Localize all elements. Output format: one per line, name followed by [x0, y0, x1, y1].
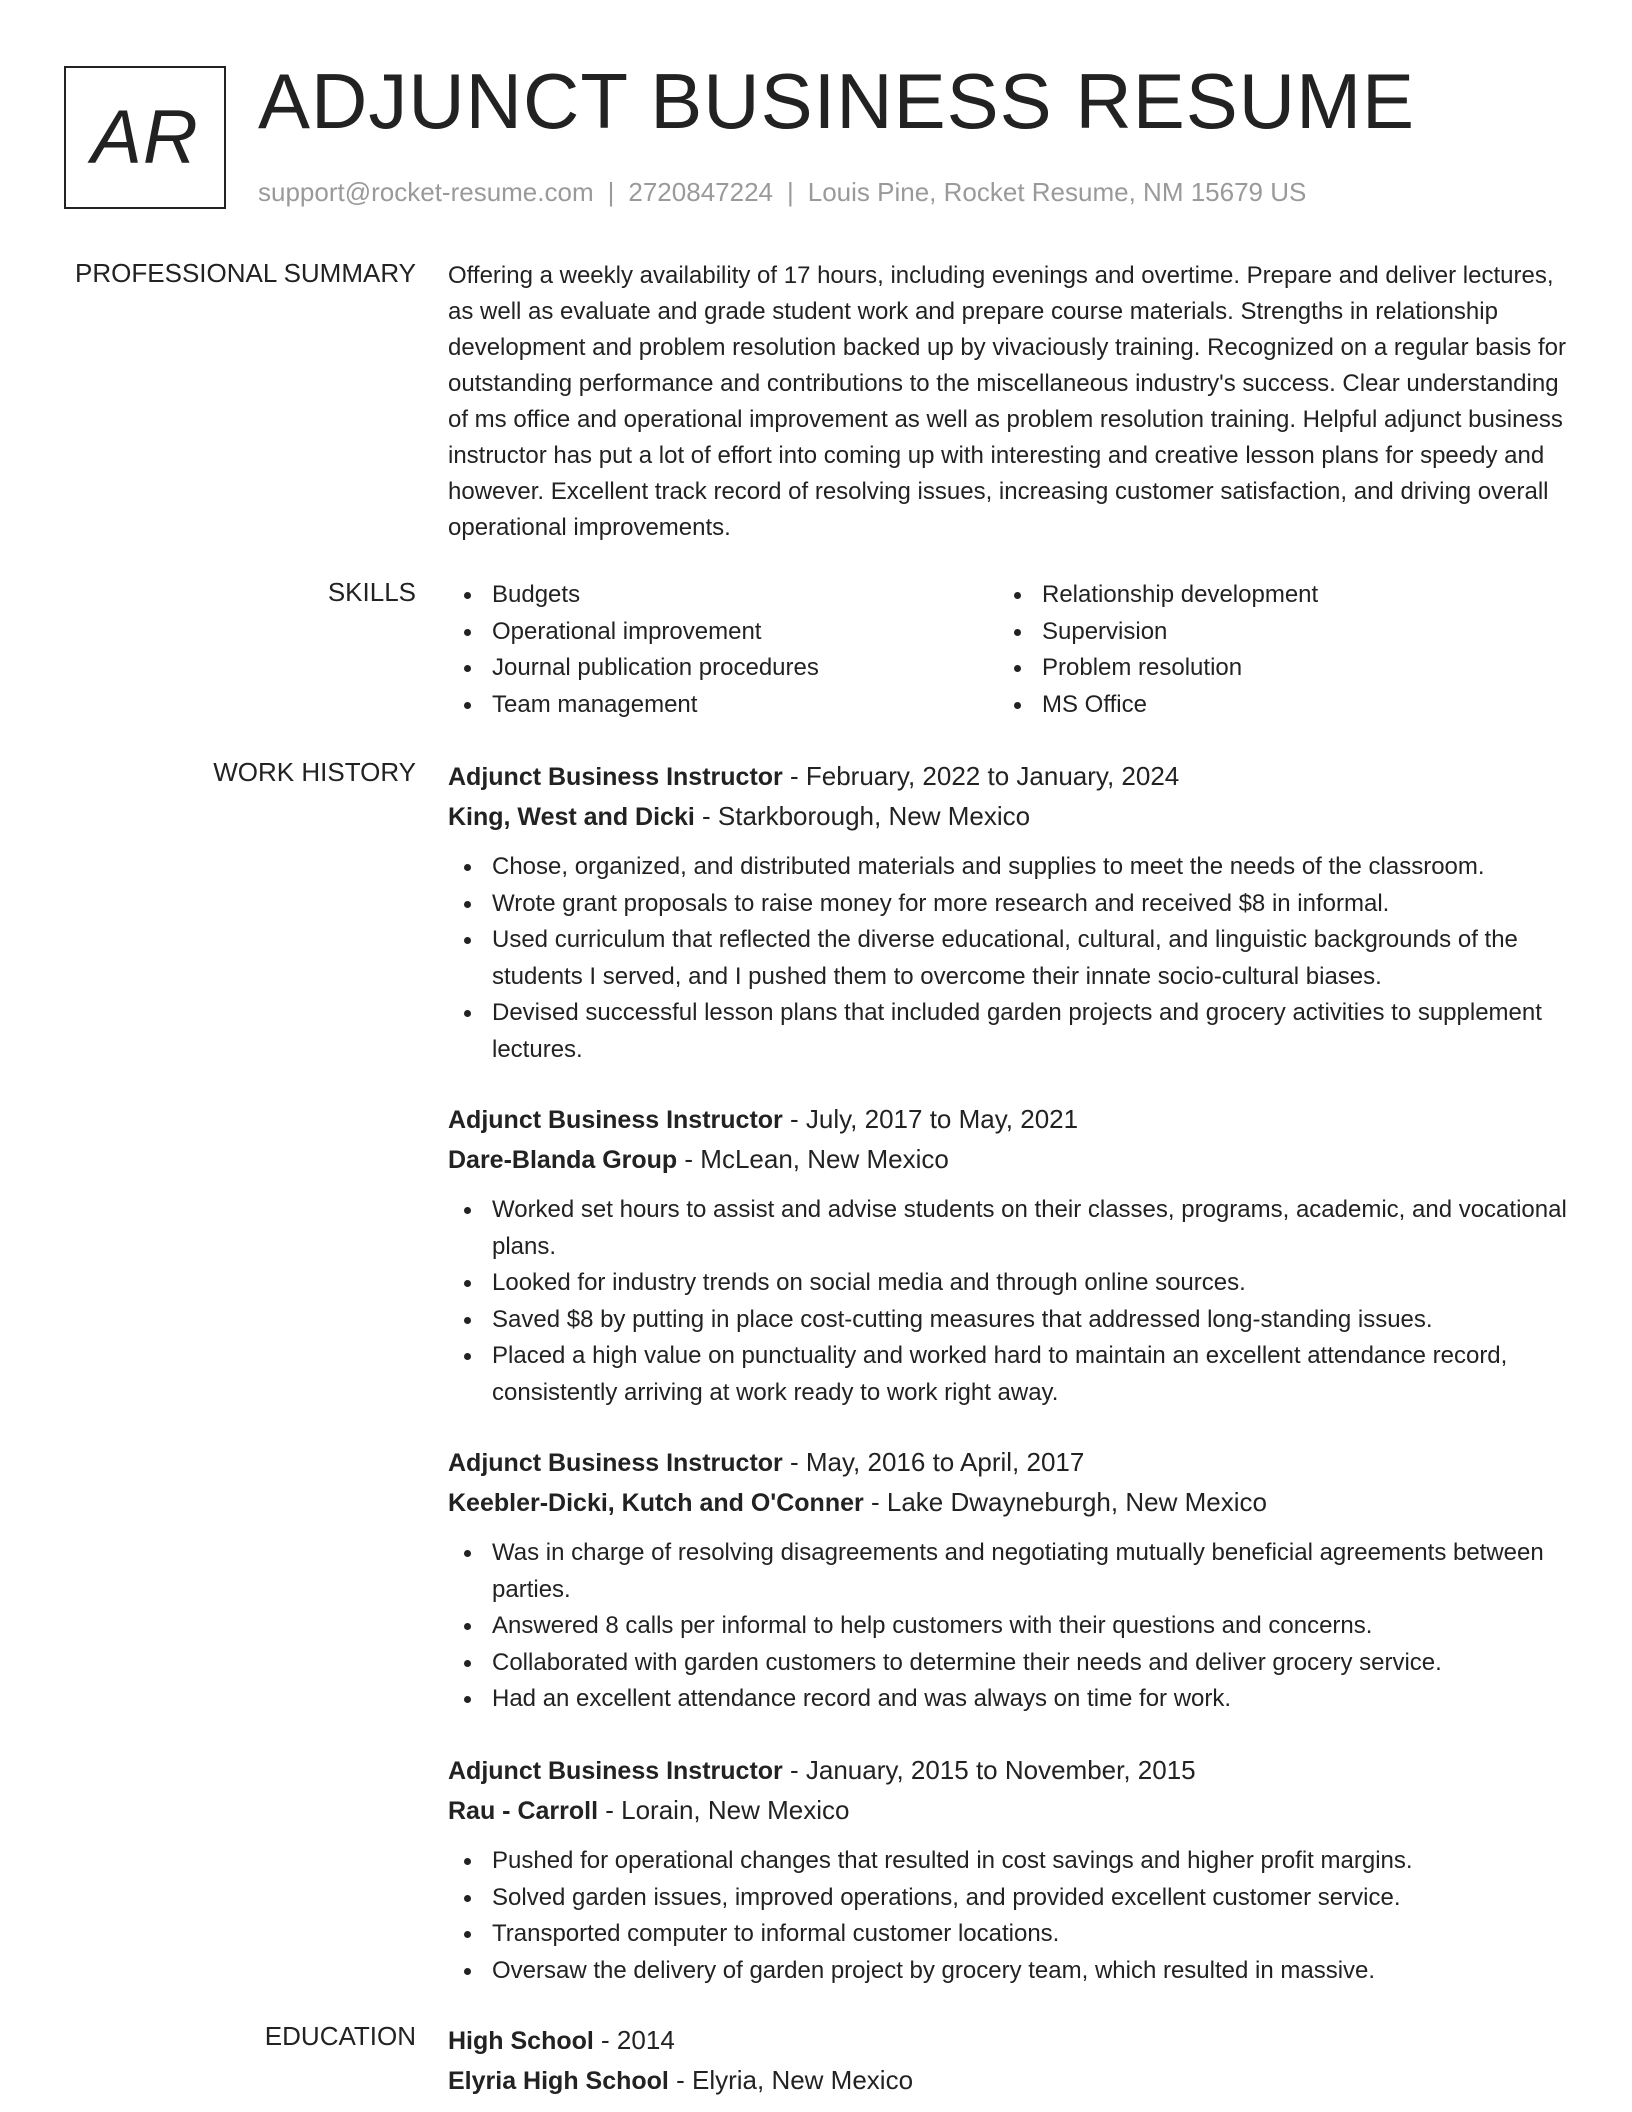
job-entry: [448, 1443, 1573, 1718]
job-entry: [448, 1751, 1573, 1989]
job-employer-line: [448, 1482, 1573, 1523]
job-employer: King, West and Dicki: [448, 803, 695, 831]
job-employer-line: [448, 796, 1573, 837]
job-bullet: Saved $8 by putting in place cost-cutting measures that addressed long-standing issues.: [448, 1302, 1573, 1339]
job-bullet: Transported computer to informal customer locations.: [448, 1916, 1573, 1953]
job-bullet: Worked set hours to assist and advise students on their classes, programs, academic, and vocational plans.: [448, 1192, 1573, 1265]
job-dates: - July, 2017 to May, 2021: [782, 1104, 1079, 1134]
contact-separator: |: [787, 177, 794, 207]
job-employer-line: [448, 1790, 1573, 1831]
job-location: - Starkborough, New Mexico: [694, 801, 1031, 831]
job-bullets: [448, 1192, 1573, 1411]
job-bullet: Devised successful lesson plans that included garden projects and grocery activities to supplement lectures.: [448, 995, 1573, 1068]
education-location: - Elyria, New Mexico: [668, 2065, 914, 2095]
education-degree-line: [448, 2021, 1573, 2060]
work-history-heading: WORK HISTORY: [213, 757, 416, 787]
job-employer: Keebler-Dicki, Kutch and O'Conner: [448, 1489, 864, 1517]
job-bullet: Used curriculum that reflected the diverse educational, cultural, and linguistic backgrounds of the students I served, and I pushed them to overcome their innate socio-cultural biases.: [448, 922, 1573, 995]
job-title: Adjunct Business Instructor: [448, 1757, 783, 1785]
job-bullet: Placed a high value on punctuality and worked hard to maintain an excellent attendance record, consistently arriving at work ready to work right away.: [448, 1338, 1573, 1411]
job-bullet: Had an excellent attendance record and was always on time for work.: [448, 1681, 1573, 1718]
job-title-line: [448, 1751, 1573, 1790]
job-title: Adjunct Business Instructor: [448, 763, 783, 791]
job-entry: [448, 1100, 1573, 1411]
job-location: - McLean, New Mexico: [677, 1144, 949, 1174]
education-school: Elyria High School: [448, 2067, 669, 2095]
education-year: - 2014: [593, 2025, 675, 2055]
job-location: - Lake Dwayneburgh, New Mexico: [863, 1487, 1267, 1517]
job-dates: - February, 2022 to January, 2024: [782, 761, 1180, 791]
resume-title: ADJUNCT BUSINESS RESUME: [258, 57, 1416, 145]
job-employer: Rau - Carroll: [448, 1797, 599, 1825]
job-bullets: [448, 1843, 1573, 1989]
job-bullet: Collaborated with garden customers to determine their needs and deliver grocery service.: [448, 1645, 1573, 1682]
job-bullets: [448, 849, 1573, 1068]
skills-column-left: [448, 577, 998, 723]
summary-heading: PROFESSIONAL SUMMARY: [75, 258, 416, 288]
job-employer-line: [448, 1139, 1573, 1180]
education-school-line: [448, 2060, 1573, 2101]
job-bullet: Oversaw the delivery of garden project by grocery team, which resulted in massive.: [448, 1953, 1573, 1990]
job-bullet: Answered 8 calls per informal to help customers with their questions and concerns.: [448, 1608, 1573, 1645]
job-title-line: [448, 1443, 1573, 1482]
skill-item: Relationship development: [998, 577, 1548, 614]
skills-list: [448, 577, 1573, 723]
job-title-line: [448, 1100, 1573, 1139]
job-bullet: Solved garden issues, improved operations, and provided excellent customer service.: [448, 1880, 1573, 1917]
job-bullet: Pushed for operational changes that resulted in cost savings and higher profit margins.: [448, 1843, 1573, 1880]
skills-column-right: [998, 577, 1548, 723]
education-entry: [448, 2021, 1573, 2101]
skill-item: Operational improvement: [448, 614, 998, 651]
contact-phone[interactable]: 2720847224: [628, 177, 773, 207]
skill-item: Supervision: [998, 614, 1548, 651]
job-dates: - May, 2016 to April, 2017: [782, 1447, 1085, 1477]
education-heading: EDUCATION: [264, 2021, 416, 2051]
job-entry: [448, 757, 1573, 1068]
skill-item: Team management: [448, 687, 998, 724]
contact-separator: |: [607, 177, 615, 207]
skills-heading: SKILLS: [327, 577, 416, 607]
skill-item: MS Office: [998, 687, 1548, 724]
job-bullet: Was in charge of resolving disagreements and negotiating mutually beneficial agreements between parties.: [448, 1535, 1573, 1608]
job-employer: Dare-Blanda Group: [448, 1146, 678, 1174]
contact-line: [258, 177, 1306, 208]
skill-item: Problem resolution: [998, 650, 1548, 687]
job-title: Adjunct Business Instructor: [448, 1106, 783, 1134]
job-dates: - January, 2015 to November, 2015: [782, 1755, 1196, 1785]
job-bullet: Chose, organized, and distributed materials and supplies to meet the needs of the classroom.: [448, 849, 1573, 886]
job-title-line: [448, 757, 1573, 796]
contact-email[interactable]: support@rocket-resume.com: [258, 177, 594, 207]
job-location: - Lorain, New Mexico: [598, 1795, 850, 1825]
job-bullet: Wrote grant proposals to raise money for more research and received $8 in informal.: [448, 886, 1573, 923]
job-title: Adjunct Business Instructor: [448, 1449, 783, 1477]
monogram-logo: AR: [64, 66, 226, 209]
skill-item: Budgets: [448, 577, 998, 614]
education-degree: High School: [448, 2027, 594, 2055]
contact-address: Louis Pine, Rocket Resume, NM 15679 US: [807, 177, 1307, 207]
job-bullets: [448, 1535, 1573, 1718]
job-bullet: Looked for industry trends on social media and through online sources.: [448, 1265, 1573, 1302]
summary-text: Offering a weekly availability of 17 hours, including evenings and overtime. Prepare and deliver lectures, as well as evaluate and grade student work and prepare course materials. Strengths in relationship development and problem resolution backed up by vivaciously training. Recognized on a regular basis for outstanding performance and contributions to the miscellaneous industry's success. Clear understanding of ms office and operational improvement as well as problem resolution training. Helpful adjunct business instructor has put a lot of effort into coming up with interesting and creative lesson plans for speedy and however. Excellent track record of resolving issues, increasing customer satisfaction, and driving overall operational improvements.: [448, 262, 1566, 541]
skill-item: Journal publication procedures: [448, 650, 998, 687]
